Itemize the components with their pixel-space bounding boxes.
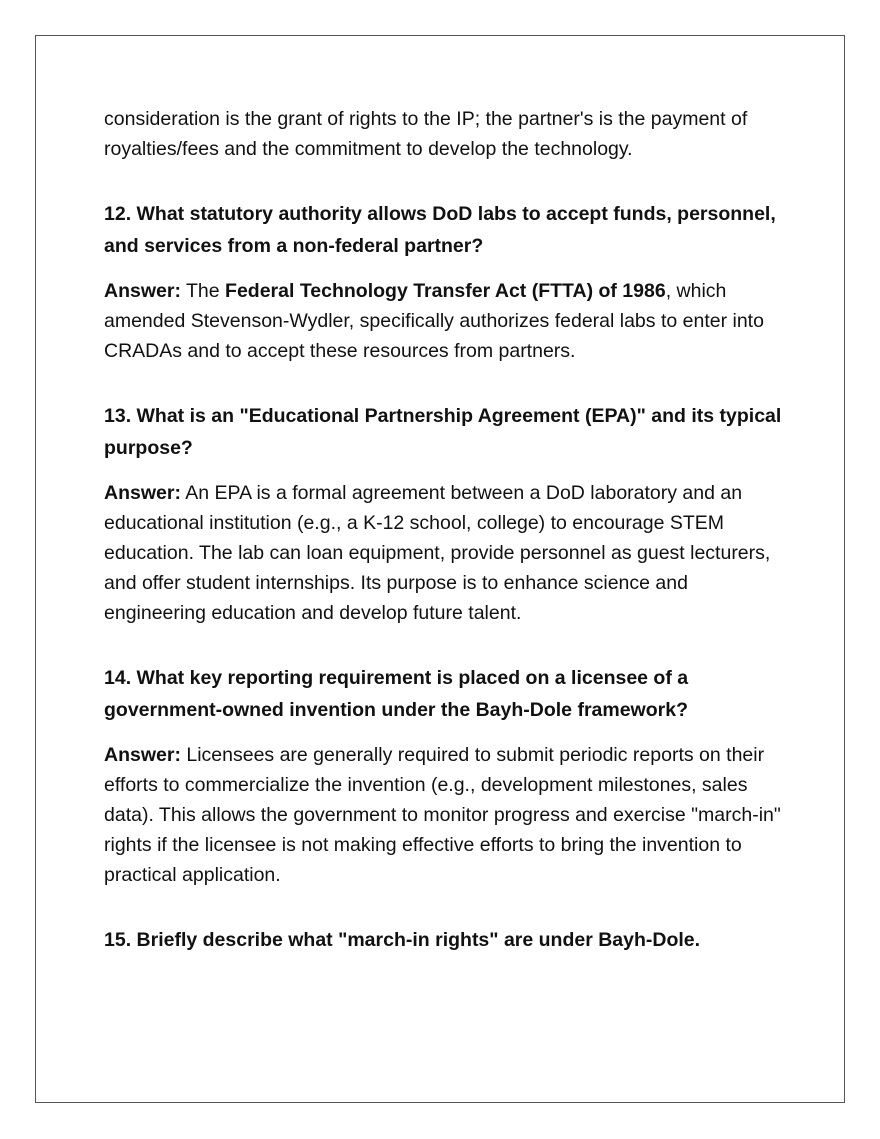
answer-14 bbox=[104, 740, 784, 890]
answer-12-post: , which amended Stevenson-Wydler, specifically authorizes federal labs to enter into CRADAs and to accept these resources from partners. bbox=[104, 280, 764, 362]
answer-13 bbox=[104, 478, 784, 628]
question-13: 13. What is an "Educational Partnership Agreement (EPA)" and its typical purpose? bbox=[104, 405, 782, 459]
document-body bbox=[104, 104, 784, 956]
answer-label: Answer: bbox=[104, 280, 181, 302]
answer-14-text: Licensees are generally required to submit periodic reports on their efforts to commercialize the invention (e.g., development milestones, sales data). This allows the government to monitor progress and exercise "march-in" rights if the licensee is not making effective efforts to bring the invention to practical application. bbox=[104, 744, 781, 886]
continued-answer-text: consideration is the grant of rights to the IP; the partner's is the payment of royalties/fees and the commitment to develop the technology. bbox=[104, 108, 748, 160]
answer-label: Answer: bbox=[104, 744, 181, 766]
answer-13-text: An EPA is a formal agreement between a DoD laboratory and an educational institution (e.g., a K-12 school, college) to encourage STEM education. The lab can loan equipment, provide personnel as guest lecturers, and offer student internships. Its purpose is to enhance science and engineering education and develop future talent. bbox=[104, 482, 771, 624]
question-15: 15. Briefly describe what "march-in rights" are under Bayh-Dole. bbox=[104, 929, 701, 951]
answer-12-pre: The bbox=[186, 280, 220, 302]
answer-label: Answer: bbox=[104, 482, 181, 504]
question-12: 12. What statutory authority allows DoD labs to accept funds, personnel, and services from a non-federal partner? bbox=[104, 203, 776, 257]
answer-12-act-name: Federal Technology Transfer Act (FTTA) of 1986 bbox=[225, 280, 666, 302]
question-14: 14. What key reporting requirement is placed on a licensee of a government-owned invention under the Bayh-Dole framework? bbox=[104, 667, 689, 721]
answer-12 bbox=[104, 276, 784, 366]
